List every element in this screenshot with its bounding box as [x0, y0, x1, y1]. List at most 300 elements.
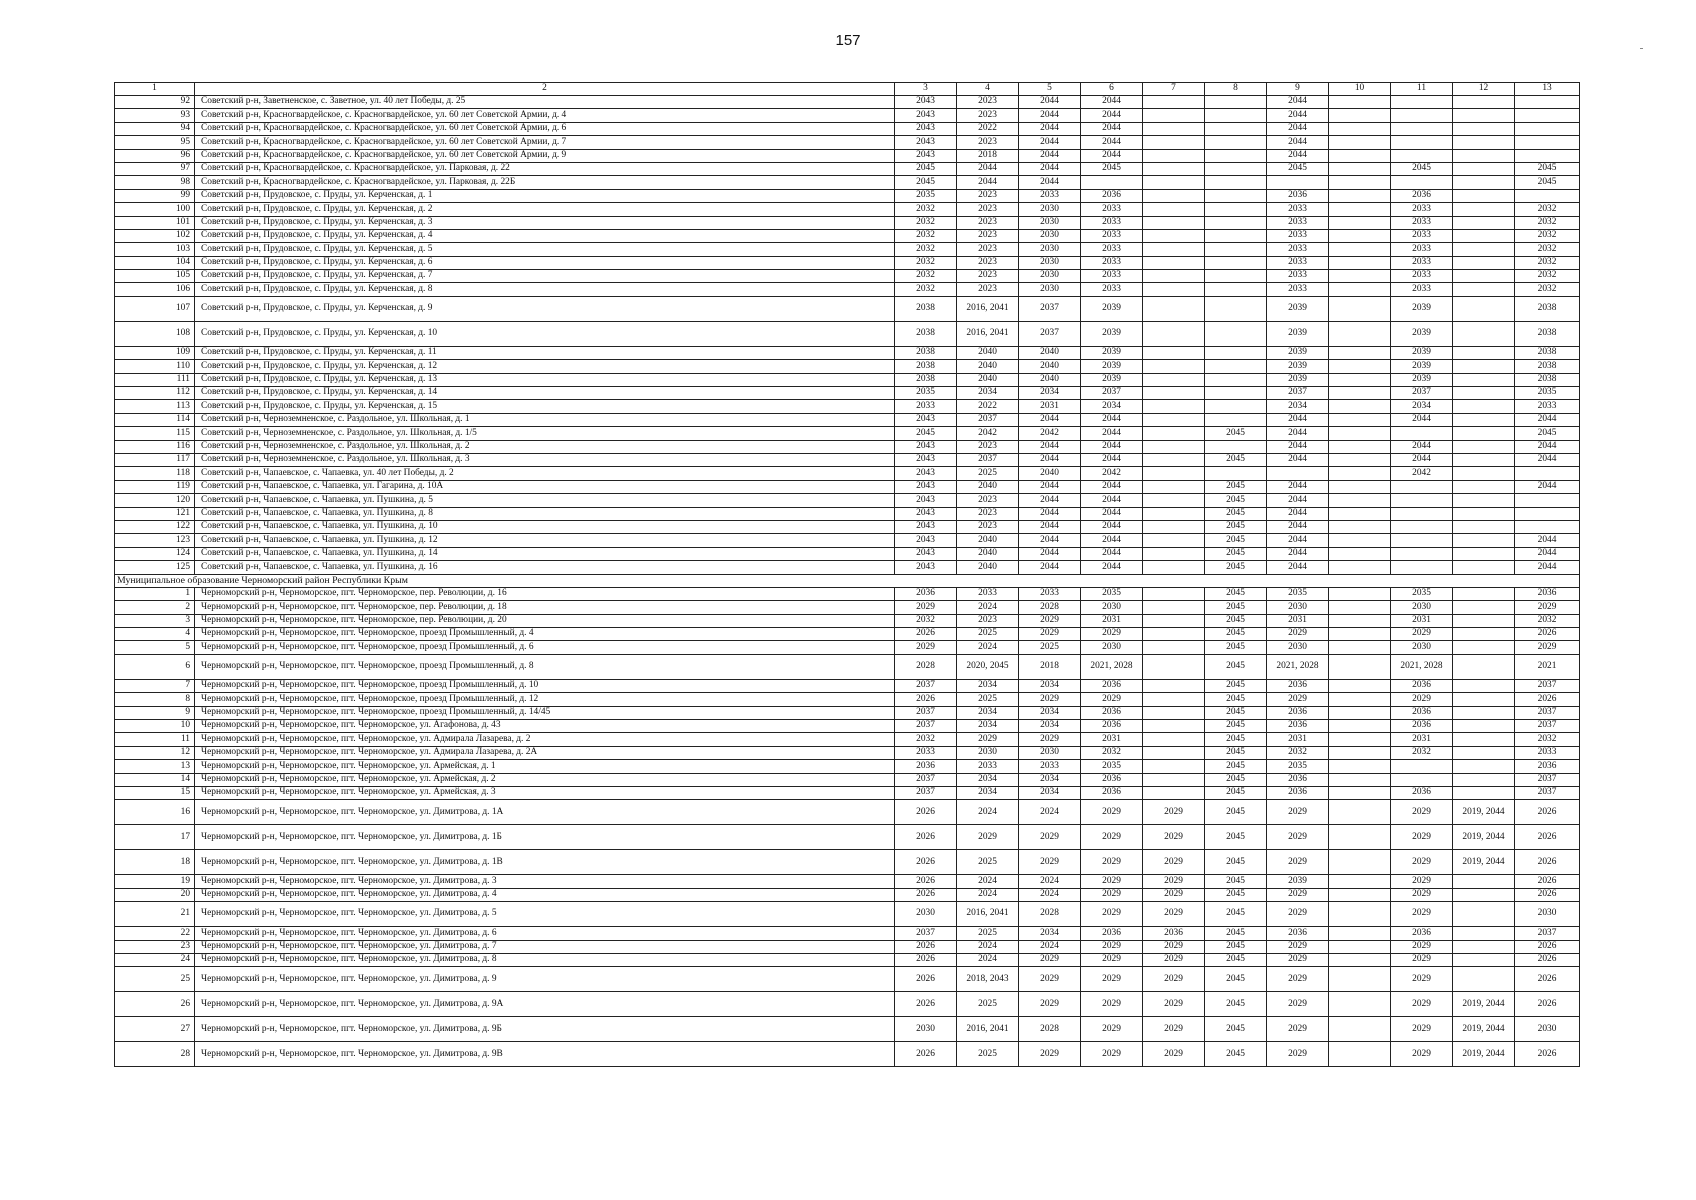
year-cell: 2026 [1515, 992, 1580, 1017]
year-cell: 2033 [1267, 270, 1329, 283]
address-cell: Советский р-н, Красногвардейское, с. Красногвардейское, ул. 60 лет Советской Армии, д. 9 [195, 149, 895, 162]
year-cell: 2045 [1205, 733, 1267, 746]
year-cell: 2044 [1081, 427, 1143, 440]
year-cell: 2036 [1391, 786, 1453, 799]
year-cell [1143, 706, 1205, 719]
year-cell: 2040 [1019, 360, 1081, 373]
year-cell: 2039 [1081, 346, 1143, 359]
year-cell: 2030 [1019, 270, 1081, 283]
year-cell: 2039 [1391, 373, 1453, 386]
year-cell: 2035 [1267, 587, 1329, 600]
year-cell: 2036 [1515, 587, 1580, 600]
row-number: 109 [115, 346, 195, 359]
row-number: 98 [115, 176, 195, 189]
year-cell: 2024 [957, 888, 1019, 901]
year-cell [1143, 136, 1205, 149]
year-cell [1453, 413, 1515, 426]
year-cell [1391, 561, 1453, 574]
year-cell: 2033 [1081, 216, 1143, 229]
year-cell [1453, 122, 1515, 135]
year-cell: 2016, 2041 [957, 321, 1019, 346]
row-number: 95 [115, 136, 195, 149]
year-cell: 2038 [895, 321, 957, 346]
table-row [115, 480, 1580, 493]
year-cell: 2029 [1391, 953, 1453, 966]
year-cell: 2030 [1019, 203, 1081, 216]
table-row [115, 967, 1580, 992]
year-cell [1391, 149, 1453, 162]
year-cell: 2044 [1019, 547, 1081, 560]
table-row [115, 176, 1580, 189]
year-cell: 2031 [1081, 733, 1143, 746]
row-number: 5 [115, 641, 195, 654]
year-cell [1143, 679, 1205, 692]
year-cell: 2021, 2028 [1267, 654, 1329, 679]
table-row [115, 773, 1580, 786]
address-cell: Советский р-н, Заветненское, с. Заветное, ул. 40 лет Победы, д. 25 [195, 96, 895, 109]
year-cell: 2044 [1019, 440, 1081, 453]
year-cell: 2026 [895, 825, 957, 850]
year-cell: 2037 [895, 786, 957, 799]
year-cell [1143, 256, 1205, 269]
address-cell: Черноморский р-н, Черноморское, пгт. Черноморское, проезд Промышленный, д. 6 [195, 641, 895, 654]
year-cell: 2045 [1205, 953, 1267, 966]
year-cell: 2044 [1081, 480, 1143, 493]
year-cell: 2030 [1019, 746, 1081, 759]
year-cell: 2045 [1205, 800, 1267, 825]
year-cell: 2034 [957, 387, 1019, 400]
year-cell: 2035 [1391, 587, 1453, 600]
year-cell [1329, 940, 1391, 953]
table-row [115, 992, 1580, 1017]
address-cell: Советский р-н, Чапаевское, с. Чапаевка, ул. 40 лет Победы, д. 2 [195, 467, 895, 480]
year-cell: 2039 [1391, 346, 1453, 359]
table-row [115, 706, 1580, 719]
year-cell: 2031 [1267, 614, 1329, 627]
year-cell: 2033 [895, 400, 957, 413]
address-cell: Советский р-н, Чапаевское, с. Чапаевка, ул. Пушкина, д. 5 [195, 494, 895, 507]
year-cell [1143, 786, 1205, 799]
year-cell: 2024 [957, 953, 1019, 966]
year-cell: 2044 [1081, 507, 1143, 520]
year-cell: 2045 [1205, 746, 1267, 759]
year-cell [1205, 296, 1267, 321]
year-cell: 2019, 2044 [1453, 825, 1515, 850]
year-cell: 2044 [1515, 413, 1580, 426]
year-cell [1453, 693, 1515, 706]
year-cell: 2040 [957, 373, 1019, 386]
row-number: 115 [115, 427, 195, 440]
year-cell: 2034 [957, 773, 1019, 786]
year-cell: 2045 [1205, 561, 1267, 574]
year-cell: 2044 [1081, 413, 1143, 426]
year-cell: 2045 [1205, 641, 1267, 654]
year-cell [1329, 953, 1391, 966]
table-row [115, 360, 1580, 373]
year-cell: 2045 [1205, 875, 1267, 888]
year-cell: 2023 [957, 216, 1019, 229]
table-body [115, 83, 1580, 1067]
year-cell: 2040 [957, 360, 1019, 373]
year-cell: 2044 [1267, 136, 1329, 149]
year-cell [1143, 96, 1205, 109]
year-cell: 2032 [895, 229, 957, 242]
year-cell: 2029 [1081, 953, 1143, 966]
year-cell [1143, 547, 1205, 560]
table-row [115, 534, 1580, 547]
table-row [115, 601, 1580, 614]
col-header: 8 [1205, 83, 1267, 96]
table-row [115, 400, 1580, 413]
year-cell: 2037 [1515, 720, 1580, 733]
year-cell: 2043 [895, 109, 957, 122]
address-cell: Черноморский р-н, Черноморское, пгт. Черноморское, ул. Армейская, д. 1 [195, 760, 895, 773]
year-cell: 2029 [1391, 628, 1453, 641]
year-cell: 2026 [895, 875, 957, 888]
year-cell: 2024 [1019, 875, 1081, 888]
address-cell: Советский р-н, Прудовское, с. Пруды, ул. Керченская, д. 2 [195, 203, 895, 216]
year-cell: 2045 [1205, 850, 1267, 875]
year-cell [1205, 229, 1267, 242]
address-cell: Советский р-н, Черноземненское, с. Раздольное, ул. Школьная, д. 1/5 [195, 427, 895, 440]
row-number: 112 [115, 387, 195, 400]
row-number: 113 [115, 400, 195, 413]
year-cell: 2043 [895, 534, 957, 547]
year-cell: 2025 [957, 850, 1019, 875]
year-cell: 2034 [1081, 400, 1143, 413]
year-cell: 2033 [1019, 587, 1081, 600]
year-cell: 2038 [1515, 373, 1580, 386]
address-cell: Черноморский р-н, Черноморское, пгт. Черноморское, пер. Революции, д. 18 [195, 601, 895, 614]
table-row [115, 189, 1580, 202]
year-cell: 2026 [1515, 693, 1580, 706]
year-cell: 2044 [1081, 122, 1143, 135]
year-cell [1453, 283, 1515, 296]
year-cell [1329, 507, 1391, 520]
col-header: 10 [1329, 83, 1391, 96]
year-cell: 2034 [1019, 387, 1081, 400]
year-cell: 2032 [1391, 746, 1453, 759]
row-number: 9 [115, 706, 195, 719]
year-cell: 2029 [1081, 1017, 1143, 1042]
year-cell: 2044 [1081, 520, 1143, 533]
row-number: 102 [115, 229, 195, 242]
year-cell: 2025 [957, 992, 1019, 1017]
year-cell [1453, 270, 1515, 283]
table-row [115, 786, 1580, 799]
year-cell: 2016, 2041 [957, 1017, 1019, 1042]
year-cell [1453, 641, 1515, 654]
address-cell: Черноморский р-н, Черноморское, пгт. Черноморское, проезд Промышленный, д. 10 [195, 679, 895, 692]
year-cell: 2029 [1391, 888, 1453, 901]
year-cell: 2043 [895, 440, 957, 453]
year-cell [1515, 109, 1580, 122]
year-cell: 2029 [1081, 875, 1143, 888]
year-cell [1143, 440, 1205, 453]
col-header: 12 [1453, 83, 1515, 96]
table-row [115, 216, 1580, 229]
year-cell: 2023 [957, 243, 1019, 256]
year-cell [1205, 96, 1267, 109]
year-cell [1329, 387, 1391, 400]
table-row [115, 109, 1580, 122]
year-cell: 2035 [1267, 760, 1329, 773]
year-cell: 2043 [895, 561, 957, 574]
year-cell [1515, 96, 1580, 109]
year-cell [1329, 400, 1391, 413]
year-cell: 2029 [1267, 850, 1329, 875]
year-cell: 2029 [1081, 850, 1143, 875]
year-cell: 2045 [1205, 940, 1267, 953]
year-cell: 2045 [1205, 679, 1267, 692]
address-cell: Советский р-н, Прудовское, с. Пруды, ул. Керченская, д. 3 [195, 216, 895, 229]
year-cell: 2036 [1081, 720, 1143, 733]
year-cell: 2016, 2041 [957, 902, 1019, 927]
table-row [115, 850, 1580, 875]
year-cell: 2026 [895, 693, 957, 706]
year-cell [1515, 507, 1580, 520]
address-cell: Черноморский р-н, Черноморское, пгт. Черноморское, ул. Димитрова, д. 5 [195, 902, 895, 927]
year-cell: 2030 [1391, 601, 1453, 614]
table-row [115, 746, 1580, 759]
year-cell: 2026 [895, 628, 957, 641]
year-cell [1329, 1042, 1391, 1067]
year-cell [1453, 679, 1515, 692]
year-cell: 2043 [895, 467, 957, 480]
year-cell: 2045 [1205, 720, 1267, 733]
year-cell: 2040 [957, 561, 1019, 574]
year-cell [1143, 149, 1205, 162]
year-cell [1143, 109, 1205, 122]
year-cell: 2023 [957, 229, 1019, 242]
year-cell: 2036 [1391, 706, 1453, 719]
year-cell: 2030 [1019, 243, 1081, 256]
year-cell [1329, 270, 1391, 283]
row-number: 111 [115, 373, 195, 386]
address-cell: Черноморский р-н, Черноморское, пгт. Черноморское, ул. Димитрова, д. 9А [195, 992, 895, 1017]
year-cell: 2025 [957, 1042, 1019, 1067]
year-cell [1329, 216, 1391, 229]
year-cell: 2031 [1267, 733, 1329, 746]
year-cell: 2029 [1019, 825, 1081, 850]
row-number: 122 [115, 520, 195, 533]
year-cell: 2044 [1267, 109, 1329, 122]
year-cell [1391, 480, 1453, 493]
year-cell [1329, 992, 1391, 1017]
year-cell: 2033 [1391, 203, 1453, 216]
address-cell: Советский р-н, Чапаевское, с. Чапаевка, ул. Пушкина, д. 16 [195, 561, 895, 574]
year-cell [1205, 283, 1267, 296]
year-cell: 2035 [895, 387, 957, 400]
year-cell: 2036 [1267, 720, 1329, 733]
year-cell [1205, 360, 1267, 373]
address-cell: Черноморский р-н, Черноморское, пгт. Черноморское, ул. Адмирала Лазарева, д. 2 [195, 733, 895, 746]
year-cell: 2029 [1143, 850, 1205, 875]
year-cell: 2029 [1143, 800, 1205, 825]
year-cell: 2038 [895, 296, 957, 321]
year-cell: 2023 [957, 203, 1019, 216]
year-cell: 2044 [1019, 109, 1081, 122]
year-cell: 2032 [895, 614, 957, 627]
address-cell: Советский р-н, Прудовское, с. Пруды, ул. Керченская, д. 1 [195, 189, 895, 202]
year-cell: 2045 [1515, 176, 1580, 189]
row-number: 10 [115, 720, 195, 733]
year-cell: 2040 [1019, 467, 1081, 480]
year-cell: 2034 [957, 679, 1019, 692]
year-cell: 2033 [1391, 283, 1453, 296]
year-cell: 2045 [1205, 706, 1267, 719]
year-cell: 2019, 2044 [1453, 1042, 1515, 1067]
year-cell [1329, 628, 1391, 641]
year-cell: 2034 [1019, 679, 1081, 692]
year-cell: 2044 [1267, 507, 1329, 520]
year-cell: 2029 [1267, 825, 1329, 850]
year-cell: 2044 [1515, 561, 1580, 574]
table-row [115, 953, 1580, 966]
year-cell: 2033 [895, 746, 957, 759]
year-cell: 2032 [895, 203, 957, 216]
year-cell: 2039 [1267, 373, 1329, 386]
row-number: 24 [115, 953, 195, 966]
year-cell: 2026 [895, 800, 957, 825]
year-cell: 2036 [1391, 679, 1453, 692]
year-cell: 2016, 2041 [957, 296, 1019, 321]
year-cell [1329, 561, 1391, 574]
year-cell [1205, 109, 1267, 122]
table-row [115, 1042, 1580, 1067]
year-cell: 2029 [1267, 953, 1329, 966]
year-cell: 2036 [1391, 720, 1453, 733]
row-number: 101 [115, 216, 195, 229]
year-cell: 2029 [1515, 641, 1580, 654]
year-cell [1143, 243, 1205, 256]
year-cell [1329, 440, 1391, 453]
year-cell: 2033 [1391, 270, 1453, 283]
year-cell: 2033 [1081, 243, 1143, 256]
year-cell [1453, 587, 1515, 600]
year-cell: 2039 [1391, 296, 1453, 321]
year-cell: 2044 [1081, 494, 1143, 507]
year-cell [1453, 109, 1515, 122]
year-cell: 2037 [957, 453, 1019, 466]
year-cell [1143, 720, 1205, 733]
row-number: 28 [115, 1042, 195, 1067]
year-cell: 2029 [1081, 1042, 1143, 1067]
row-number: 118 [115, 467, 195, 480]
year-cell: 2039 [1267, 360, 1329, 373]
row-number: 125 [115, 561, 195, 574]
year-cell [1391, 547, 1453, 560]
year-cell: 2026 [895, 888, 957, 901]
year-cell [1329, 229, 1391, 242]
year-cell [1329, 136, 1391, 149]
year-cell [1329, 706, 1391, 719]
year-cell: 2044 [1019, 176, 1081, 189]
year-cell: 2028 [1019, 1017, 1081, 1042]
year-cell [1329, 122, 1391, 135]
year-cell: 2032 [1081, 746, 1143, 759]
row-number: 16 [115, 800, 195, 825]
year-cell: 2030 [1267, 601, 1329, 614]
year-cell: 2029 [957, 825, 1019, 850]
year-cell: 2044 [1019, 520, 1081, 533]
row-number: 14 [115, 773, 195, 786]
year-cell [1329, 109, 1391, 122]
year-cell: 2044 [1019, 534, 1081, 547]
table-row [115, 122, 1580, 135]
year-cell: 2036 [1391, 927, 1453, 940]
year-cell [1453, 387, 1515, 400]
table-row [115, 641, 1580, 654]
year-cell: 2032 [895, 216, 957, 229]
year-cell: 2034 [1019, 773, 1081, 786]
year-cell: 2044 [1081, 96, 1143, 109]
table-row [115, 373, 1580, 386]
table-row [115, 346, 1580, 359]
year-cell [1453, 176, 1515, 189]
year-cell: 2032 [895, 256, 957, 269]
year-cell: 2022 [957, 400, 1019, 413]
year-cell: 2029 [1019, 967, 1081, 992]
address-cell: Черноморский р-н, Черноморское, пгт. Черноморское, ул. Димитрова, д. 9В [195, 1042, 895, 1067]
year-cell [1329, 373, 1391, 386]
year-cell: 2019, 2044 [1453, 850, 1515, 875]
year-cell [1329, 203, 1391, 216]
table-row [115, 1017, 1580, 1042]
year-cell: 2040 [1019, 346, 1081, 359]
scan-mark [1640, 48, 1643, 49]
year-cell [1453, 520, 1515, 533]
address-cell: Советский р-н, Чапаевское, с. Чапаевка, ул. Пушкина, д. 10 [195, 520, 895, 533]
year-cell: 2029 [1143, 967, 1205, 992]
year-cell [1329, 534, 1391, 547]
address-cell: Советский р-н, Красногвардейское, с. Красногвардейское, ул. 60 лет Советской Армии, д. 4 [195, 109, 895, 122]
year-cell: 2040 [957, 346, 1019, 359]
year-cell: 2023 [957, 520, 1019, 533]
year-cell: 2024 [1019, 940, 1081, 953]
year-cell: 2024 [1019, 800, 1081, 825]
year-cell: 2044 [957, 162, 1019, 175]
year-cell: 2044 [957, 176, 1019, 189]
year-cell: 2029 [1019, 628, 1081, 641]
year-cell: 2032 [1515, 733, 1580, 746]
year-cell: 2026 [1515, 953, 1580, 966]
year-cell [1515, 149, 1580, 162]
address-cell: Советский р-н, Черноземненское, с. Раздольное, ул. Школьная, д. 2 [195, 440, 895, 453]
year-cell [1143, 733, 1205, 746]
year-cell: 2029 [1391, 992, 1453, 1017]
year-cell [1267, 176, 1329, 189]
address-cell: Советский р-н, Прудовское, с. Пруды, ул. Керченская, д. 5 [195, 243, 895, 256]
year-cell [1391, 122, 1453, 135]
year-cell: 2043 [895, 453, 957, 466]
year-cell [1453, 561, 1515, 574]
address-cell: Черноморский р-н, Черноморское, пгт. Черноморское, ул. Димитрова, д. 4 [195, 888, 895, 901]
year-cell: 2033 [1019, 760, 1081, 773]
year-cell [1143, 614, 1205, 627]
year-cell [1453, 940, 1515, 953]
year-cell [1329, 587, 1391, 600]
table-row [115, 162, 1580, 175]
year-cell: 2033 [1391, 229, 1453, 242]
year-cell: 2030 [1267, 641, 1329, 654]
year-cell [1205, 216, 1267, 229]
year-cell: 2026 [1515, 850, 1580, 875]
address-cell: Черноморский р-н, Черноморское, пгт. Черноморское, ул. Димитрова, д. 8 [195, 953, 895, 966]
year-cell: 2032 [1515, 216, 1580, 229]
year-cell [1143, 400, 1205, 413]
table-row [115, 229, 1580, 242]
